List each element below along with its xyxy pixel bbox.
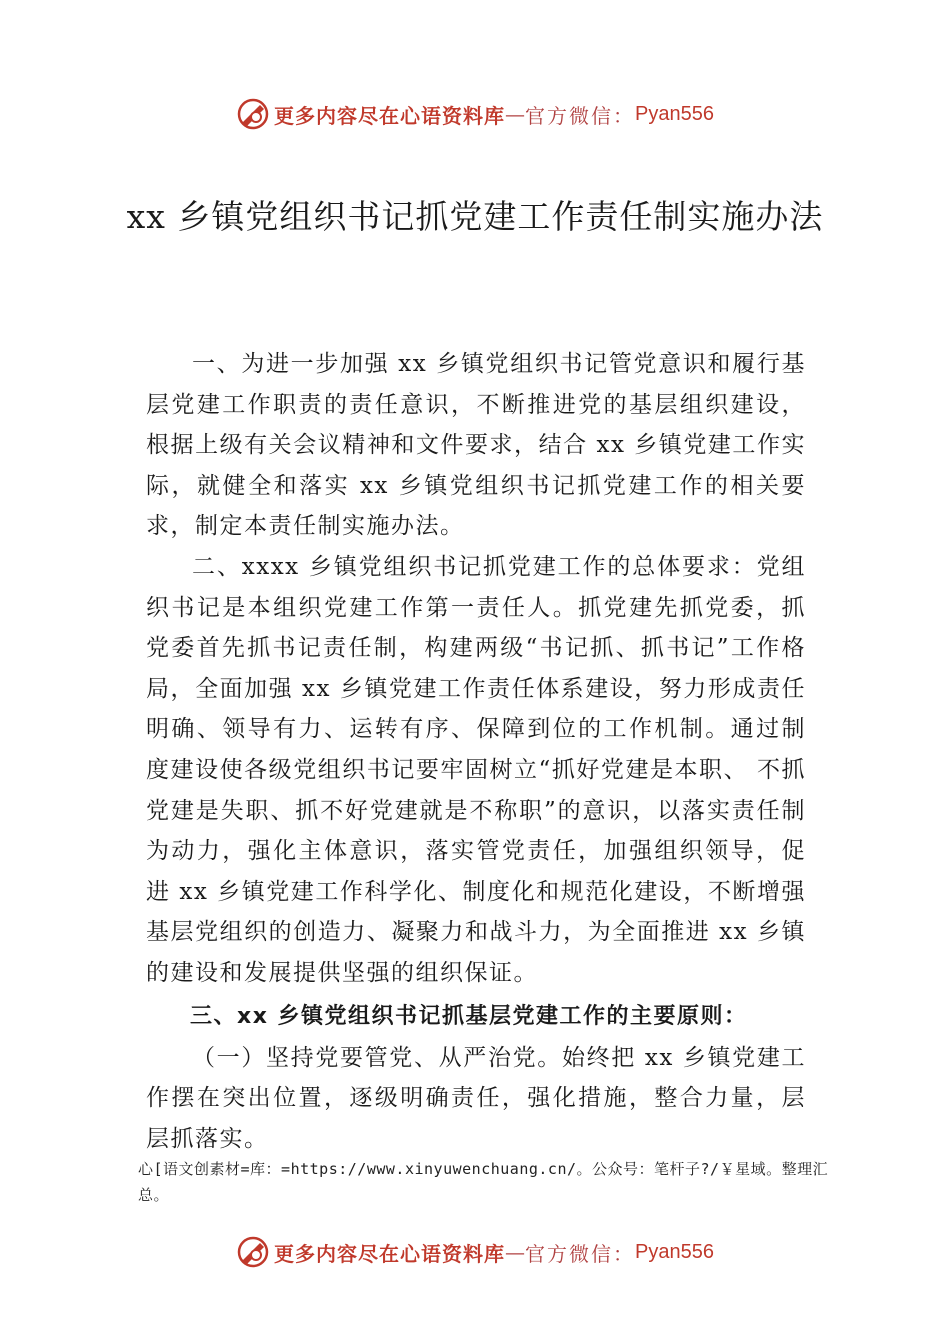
document-body bbox=[146, 344, 806, 1159]
document-title: xx 乡镇党组织书记抓党建工作责任制实施办法 bbox=[126, 197, 824, 236]
brand-name: 更多内容尽在心语资料库 bbox=[274, 1241, 506, 1266]
pen-circle-logo-icon bbox=[236, 97, 270, 131]
brand-name: 更多内容尽在心语资料库 bbox=[274, 103, 506, 128]
footer-banner bbox=[0, 1232, 950, 1272]
source-footnote: 心[语文创素材=库：=https://www.xinyuwenchuang.cn/。公众号：笔杆子?/￥星域。整理汇总。 bbox=[138, 1160, 829, 1204]
paragraph-1: 一、为进一步加强 xx 乡镇党组织书记管党意识和履行基层党建工作职责的责任意识，不断推进党的基层组织建设，根据上级有关会议精神和文件要求，结合 xx 乡镇党建工作实际，就健全和落实 xx 乡镇党组织书记抓党建工作的相关要求，制定本责任制实施办法。 bbox=[146, 351, 806, 540]
banner-separator: — bbox=[505, 1240, 526, 1264]
wechat-id: Pyan556 bbox=[635, 102, 714, 125]
banner-separator: — bbox=[505, 102, 526, 126]
wechat-label: 官方微信： bbox=[525, 1241, 636, 1266]
wechat-id: Pyan556 bbox=[635, 1240, 714, 1263]
paragraph-4: （一）坚持党要管党、从严治党。始终把 xx 乡镇党建工作摆在突出位置，逐级明确责任，强化措施，整合力量，层 层抓落实。 bbox=[146, 1044, 806, 1152]
pen-circle-logo-icon bbox=[236, 1235, 270, 1269]
section-heading-3: 三、xx 乡镇党组织书记抓基层党建工作的主要原则： bbox=[190, 1003, 748, 1029]
header-banner bbox=[0, 94, 950, 134]
wechat-label: 官方微信： bbox=[525, 103, 636, 128]
paragraph-2: 二、xxxx 乡镇党组织书记抓党建工作的总体要求：党组织书记是本组织党建工作第一责任人。抓党建先抓党委，抓党委首先抓书记责任制，构建两级“书记抓、抓书记”工作格局，全面加强 xx 乡镇党建工作责任体系建设，努力形成责任明确、领导有力、运转有序、保障到位的工作机制。通过制度建设使各级党组织书记要牢固树立“抓好党建是本职、 不抓党建是失职、抓不好党建就是不称职”的意识，以落实责任制为动力，强化主体意识，落实管党责任，加强组织领导，促进 xx 乡镇党建工作科学化、制度化和规范化建设，不断增强基层党组织的创造力、凝聚力和战斗力，为全面推进 xx 乡镇的建设和发展提供坚强的组织保证。 bbox=[146, 553, 806, 986]
